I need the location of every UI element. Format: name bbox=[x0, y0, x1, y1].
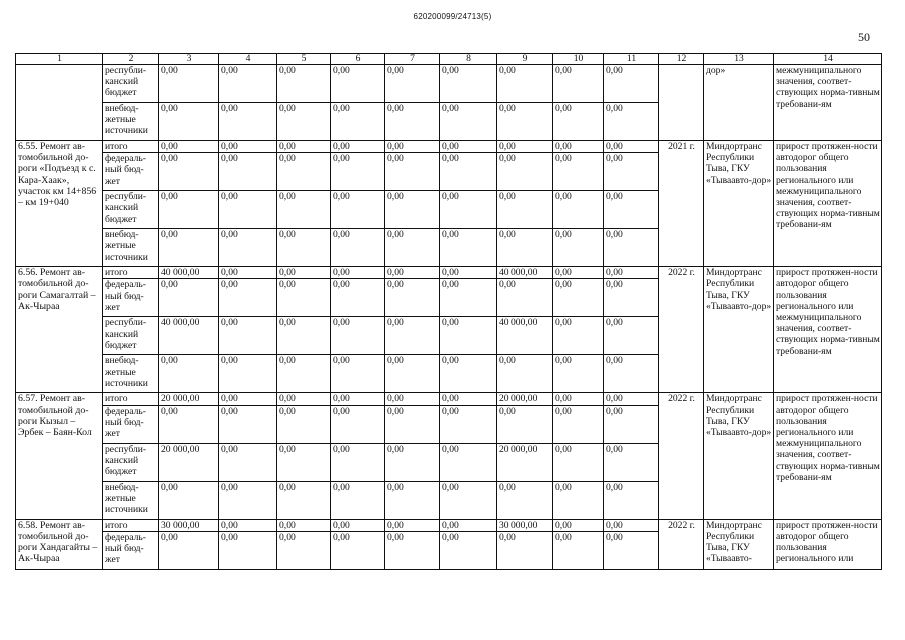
table-row bbox=[16, 519, 882, 531]
value-cell: 40 000,00 bbox=[497, 267, 553, 279]
value-cell: 0,00 bbox=[553, 229, 604, 267]
value-cell: 0,00 bbox=[331, 443, 385, 481]
value-cell: 0,00 bbox=[331, 267, 385, 279]
value-cell: 0,00 bbox=[331, 141, 385, 153]
value-cell: 0,00 bbox=[219, 229, 277, 267]
funding-source-cell: внебюд-жетные источники bbox=[103, 103, 159, 141]
value-cell: 0,00 bbox=[385, 141, 440, 153]
value-cell: 0,00 bbox=[604, 141, 659, 153]
value-cell: 0,00 bbox=[553, 481, 604, 519]
value-cell: 0,00 bbox=[497, 229, 553, 267]
value-cell: 0,00 bbox=[497, 153, 553, 191]
value-cell: 0,00 bbox=[604, 405, 659, 443]
executor-cell: Миндортранс Республики Тыва, ГКУ «Тываавто- bbox=[704, 519, 774, 569]
value-cell: 0,00 bbox=[219, 317, 277, 355]
value-cell: 0,00 bbox=[385, 317, 440, 355]
funding-source-cell: федераль-ный бюд-жет bbox=[103, 153, 159, 191]
value-cell: 0,00 bbox=[277, 405, 331, 443]
value-cell: 0,00 bbox=[553, 355, 604, 393]
value-cell: 30 000,00 bbox=[159, 519, 219, 531]
value-cell: 30 000,00 bbox=[497, 519, 553, 531]
value-cell: 0,00 bbox=[604, 531, 659, 569]
value-cell: 0,00 bbox=[331, 355, 385, 393]
value-cell: 0,00 bbox=[497, 141, 553, 153]
funding-source-cell: итого bbox=[103, 267, 159, 279]
column-header-10: 10 bbox=[553, 54, 604, 65]
value-cell: 0,00 bbox=[331, 317, 385, 355]
funding-source-cell: республи-канский бюджет bbox=[103, 317, 159, 355]
value-cell: 0,00 bbox=[385, 229, 440, 267]
value-cell: 0,00 bbox=[497, 191, 553, 229]
value-cell: 0,00 bbox=[440, 531, 497, 569]
value-cell: 0,00 bbox=[159, 355, 219, 393]
value-cell: 40 000,00 bbox=[497, 317, 553, 355]
item-name-cell: 6.57. Ремонт ав-томобильной до-роги Кызыл – Эрбек – Баян-Кол bbox=[16, 393, 103, 519]
value-cell: 0,00 bbox=[277, 267, 331, 279]
value-cell: 0,00 bbox=[331, 531, 385, 569]
value-cell: 0,00 bbox=[331, 519, 385, 531]
value-cell: 0,00 bbox=[219, 153, 277, 191]
value-cell: 0,00 bbox=[277, 153, 331, 191]
value-cell: 0,00 bbox=[219, 355, 277, 393]
value-cell: 0,00 bbox=[553, 519, 604, 531]
value-cell: 0,00 bbox=[219, 65, 277, 103]
table-row bbox=[16, 393, 882, 405]
funding-source-cell: итого bbox=[103, 519, 159, 531]
value-cell: 0,00 bbox=[219, 141, 277, 153]
column-header-2: 2 bbox=[103, 54, 159, 65]
item-name-cell: 6.58. Ремонт ав-томобильной до-роги Хандагайты – Ак-Чыраа bbox=[16, 519, 103, 569]
value-cell: 0,00 bbox=[604, 65, 659, 103]
value-cell: 0,00 bbox=[385, 103, 440, 141]
value-cell: 0,00 bbox=[604, 393, 659, 405]
column-header-14: 14 bbox=[774, 54, 882, 65]
result-cell: прирост протяжен-ности автодорог общего пользования регионального или межмуниципального значения, соответ-ствующих норма-тивным требовани-ям bbox=[774, 393, 882, 519]
value-cell: 0,00 bbox=[277, 317, 331, 355]
value-cell: 20 000,00 bbox=[497, 443, 553, 481]
value-cell: 0,00 bbox=[277, 531, 331, 569]
funding-source-cell: федераль-ный бюд-жет bbox=[103, 531, 159, 569]
value-cell: 0,00 bbox=[385, 393, 440, 405]
year-cell: 2022 г. bbox=[659, 519, 704, 569]
value-cell: 0,00 bbox=[331, 153, 385, 191]
value-cell: 0,00 bbox=[277, 229, 331, 267]
value-cell: 20 000,00 bbox=[159, 393, 219, 405]
value-cell: 0,00 bbox=[159, 191, 219, 229]
item-name-cell: 6.55. Ремонт ав-томобильной до-роги «Подъезд к с. Кара-Хаак», участок км 14+856 – км 19+040 bbox=[16, 141, 103, 267]
value-cell: 0,00 bbox=[440, 153, 497, 191]
value-cell: 0,00 bbox=[277, 103, 331, 141]
value-cell: 0,00 bbox=[159, 229, 219, 267]
value-cell: 0,00 bbox=[385, 405, 440, 443]
value-cell: 0,00 bbox=[385, 443, 440, 481]
value-cell: 0,00 bbox=[331, 481, 385, 519]
value-cell: 0,00 bbox=[277, 65, 331, 103]
value-cell: 0,00 bbox=[277, 481, 331, 519]
value-cell: 0,00 bbox=[440, 317, 497, 355]
value-cell: 0,00 bbox=[497, 405, 553, 443]
column-header-12: 12 bbox=[659, 54, 704, 65]
funding-source-cell: федераль-ный бюд-жет bbox=[103, 405, 159, 443]
page-number: 50 bbox=[858, 30, 870, 44]
value-cell: 0,00 bbox=[497, 481, 553, 519]
value-cell: 0,00 bbox=[440, 355, 497, 393]
funding-source-cell: республи-канский бюджет bbox=[103, 443, 159, 481]
year-cell: 2022 г. bbox=[659, 393, 704, 519]
value-cell: 0,00 bbox=[277, 279, 331, 317]
column-header-9: 9 bbox=[497, 54, 553, 65]
value-cell: 0,00 bbox=[159, 481, 219, 519]
value-cell: 0,00 bbox=[553, 191, 604, 229]
value-cell: 0,00 bbox=[440, 405, 497, 443]
value-cell: 0,00 bbox=[219, 519, 277, 531]
value-cell: 0,00 bbox=[331, 405, 385, 443]
funding-source-cell: внебюд-жетные источники bbox=[103, 481, 159, 519]
value-cell: 0,00 bbox=[277, 141, 331, 153]
value-cell: 0,00 bbox=[604, 267, 659, 279]
item-name-cell bbox=[16, 65, 103, 141]
column-header-13: 13 bbox=[704, 54, 774, 65]
value-cell: 0,00 bbox=[219, 267, 277, 279]
value-cell: 0,00 bbox=[553, 317, 604, 355]
value-cell: 0,00 bbox=[440, 229, 497, 267]
column-header-11: 11 bbox=[604, 54, 659, 65]
value-cell: 0,00 bbox=[604, 191, 659, 229]
funding-source-cell: внебюд-жетные источники bbox=[103, 229, 159, 267]
column-header-3: 3 bbox=[159, 54, 219, 65]
value-cell: 0,00 bbox=[159, 531, 219, 569]
value-cell: 0,00 bbox=[331, 65, 385, 103]
funding-source-cell: итого bbox=[103, 393, 159, 405]
result-cell: прирост протяжен-ности автодорог общего пользования регионального или межмуниципального значения, соответ-ствующих норма-тивным требовани-ям bbox=[774, 141, 882, 267]
value-cell: 0,00 bbox=[159, 65, 219, 103]
column-header-5: 5 bbox=[277, 54, 331, 65]
funding-source-cell: итого bbox=[103, 141, 159, 153]
value-cell: 0,00 bbox=[440, 443, 497, 481]
item-name-cell: 6.56. Ремонт ав-томобильной до-роги Самагалтай – Ак-Чыраа bbox=[16, 267, 103, 393]
value-cell: 0,00 bbox=[277, 443, 331, 481]
value-cell: 0,00 bbox=[159, 405, 219, 443]
table-row bbox=[16, 141, 882, 153]
value-cell: 0,00 bbox=[440, 141, 497, 153]
value-cell: 0,00 bbox=[219, 191, 277, 229]
table-row bbox=[16, 267, 882, 279]
value-cell: 0,00 bbox=[497, 65, 553, 103]
value-cell: 40 000,00 bbox=[159, 267, 219, 279]
value-cell: 0,00 bbox=[219, 405, 277, 443]
value-cell: 0,00 bbox=[553, 279, 604, 317]
executor-cell: Миндортранс Республики Тыва, ГКУ «Тываавто-дор» bbox=[704, 393, 774, 519]
value-cell: 0,00 bbox=[219, 531, 277, 569]
value-cell: 0,00 bbox=[553, 103, 604, 141]
value-cell: 0,00 bbox=[440, 393, 497, 405]
funding-source-cell: федераль-ный бюд-жет bbox=[103, 279, 159, 317]
value-cell: 0,00 bbox=[440, 481, 497, 519]
value-cell: 0,00 bbox=[497, 531, 553, 569]
value-cell: 0,00 bbox=[604, 103, 659, 141]
value-cell: 0,00 bbox=[604, 519, 659, 531]
value-cell: 20 000,00 bbox=[159, 443, 219, 481]
result-cell: прирост протяжен-ности автодорог общего пользования регионального или bbox=[774, 519, 882, 569]
value-cell: 0,00 bbox=[440, 279, 497, 317]
funding-source-cell: республи-канский бюджет bbox=[103, 191, 159, 229]
value-cell: 0,00 bbox=[385, 481, 440, 519]
value-cell: 0,00 bbox=[553, 267, 604, 279]
value-cell: 0,00 bbox=[440, 65, 497, 103]
value-cell: 0,00 bbox=[159, 279, 219, 317]
value-cell: 0,00 bbox=[219, 481, 277, 519]
value-cell: 0,00 bbox=[604, 279, 659, 317]
value-cell: 0,00 bbox=[385, 355, 440, 393]
value-cell: 0,00 bbox=[553, 443, 604, 481]
value-cell: 0,00 bbox=[331, 229, 385, 267]
value-cell: 0,00 bbox=[385, 153, 440, 191]
value-cell: 0,00 bbox=[604, 153, 659, 191]
value-cell: 0,00 bbox=[440, 519, 497, 531]
value-cell: 0,00 bbox=[553, 531, 604, 569]
column-header-6: 6 bbox=[331, 54, 385, 65]
value-cell: 0,00 bbox=[331, 191, 385, 229]
document-id: 620200099/24713(5) bbox=[413, 12, 492, 21]
value-cell: 40 000,00 bbox=[159, 317, 219, 355]
value-cell: 0,00 bbox=[385, 531, 440, 569]
column-header-4: 4 bbox=[219, 54, 277, 65]
value-cell: 0,00 bbox=[277, 191, 331, 229]
executor-cell: дор» bbox=[704, 65, 774, 141]
year-cell: 2022 г. bbox=[659, 267, 704, 393]
column-header-7: 7 bbox=[385, 54, 440, 65]
value-cell: 20 000,00 bbox=[497, 393, 553, 405]
value-cell: 0,00 bbox=[497, 103, 553, 141]
value-cell: 0,00 bbox=[553, 393, 604, 405]
value-cell: 0,00 bbox=[497, 279, 553, 317]
value-cell: 0,00 bbox=[219, 443, 277, 481]
value-cell: 0,00 bbox=[604, 229, 659, 267]
column-header-row bbox=[16, 54, 882, 65]
value-cell: 0,00 bbox=[277, 519, 331, 531]
value-cell: 0,00 bbox=[440, 103, 497, 141]
value-cell: 0,00 bbox=[277, 393, 331, 405]
funding-source-cell: внебюд-жетные источники bbox=[103, 355, 159, 393]
column-header-8: 8 bbox=[440, 54, 497, 65]
year-cell bbox=[659, 65, 704, 141]
value-cell: 0,00 bbox=[385, 519, 440, 531]
value-cell: 0,00 bbox=[553, 153, 604, 191]
value-cell: 0,00 bbox=[604, 443, 659, 481]
executor-cell: Миндортранс Республики Тыва, ГКУ «Тываавто-дор» bbox=[704, 267, 774, 393]
value-cell: 0,00 bbox=[553, 141, 604, 153]
result-cell: межмуниципального значения, соответ-ствующих норма-тивным требовани-ям bbox=[774, 65, 882, 141]
value-cell: 0,00 bbox=[331, 279, 385, 317]
value-cell: 0,00 bbox=[159, 153, 219, 191]
budget-table bbox=[15, 53, 882, 570]
value-cell: 0,00 bbox=[159, 103, 219, 141]
value-cell: 0,00 bbox=[604, 355, 659, 393]
value-cell: 0,00 bbox=[219, 279, 277, 317]
value-cell: 0,00 bbox=[385, 65, 440, 103]
value-cell: 0,00 bbox=[219, 393, 277, 405]
result-cell: прирост протяжен-ности автодорог общего пользования регионального или межмуниципального значения, соответ-ствующих норма-тивным требовани-ям bbox=[774, 267, 882, 393]
funding-source-cell: республи-канский бюджет bbox=[103, 65, 159, 103]
value-cell: 0,00 bbox=[440, 267, 497, 279]
value-cell: 0,00 bbox=[604, 481, 659, 519]
value-cell: 0,00 bbox=[497, 355, 553, 393]
value-cell: 0,00 bbox=[277, 355, 331, 393]
value-cell: 0,00 bbox=[553, 405, 604, 443]
column-header-1: 1 bbox=[16, 54, 103, 65]
value-cell: 0,00 bbox=[219, 103, 277, 141]
value-cell: 0,00 bbox=[331, 103, 385, 141]
value-cell: 0,00 bbox=[385, 267, 440, 279]
year-cell: 2021 г. bbox=[659, 141, 704, 267]
value-cell: 0,00 bbox=[553, 65, 604, 103]
value-cell: 0,00 bbox=[331, 393, 385, 405]
table-row bbox=[16, 65, 882, 103]
value-cell: 0,00 bbox=[440, 191, 497, 229]
executor-cell: Миндортранс Республики Тыва, ГКУ «Тываавто-дор» bbox=[704, 141, 774, 267]
value-cell: 0,00 bbox=[159, 141, 219, 153]
value-cell: 0,00 bbox=[385, 191, 440, 229]
value-cell: 0,00 bbox=[385, 279, 440, 317]
value-cell: 0,00 bbox=[604, 317, 659, 355]
